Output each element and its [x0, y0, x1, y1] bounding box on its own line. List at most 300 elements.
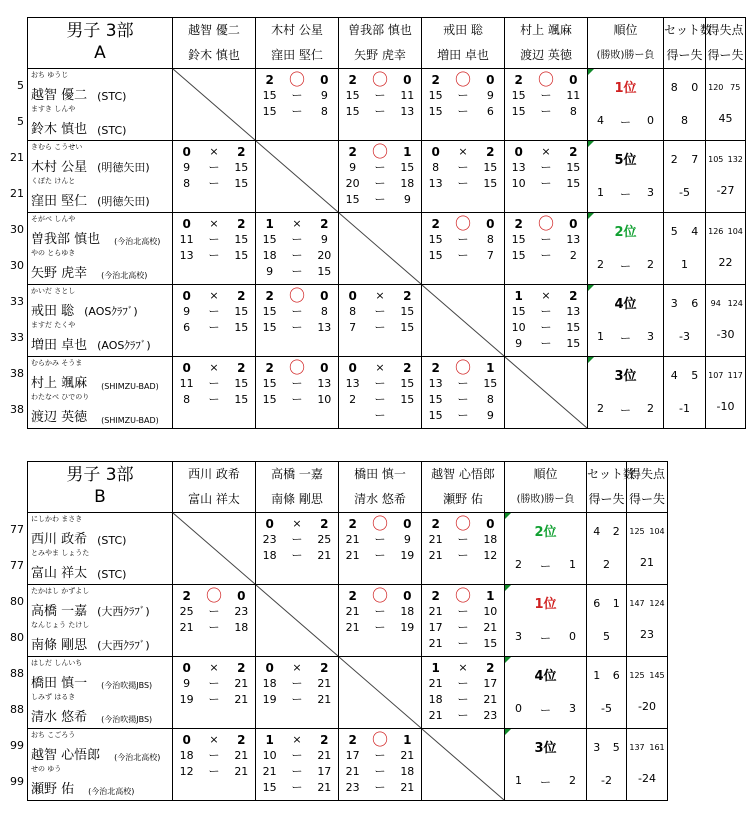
match-result	[339, 732, 421, 748]
game-points: 10	[483, 605, 498, 618]
rank-header	[505, 462, 587, 513]
sets-won-lost	[664, 225, 705, 238]
match-result	[505, 288, 587, 304]
win-mark: 〇	[288, 70, 305, 89]
game-points: 9	[486, 409, 494, 422]
win-mark: 〇	[371, 70, 388, 89]
club-name: (SHIMZU-BAD)	[101, 382, 159, 391]
player-name: 高橋 一嘉	[31, 604, 88, 619]
set-difference: -1	[679, 402, 690, 415]
sets-count: 0	[403, 517, 412, 531]
club-name: (AOSｸﾗﾌﾞ)	[84, 305, 138, 318]
points-against: 145	[649, 671, 665, 680]
game-points: 21	[400, 749, 415, 762]
dash: ー	[620, 260, 631, 273]
game-points: 23	[234, 605, 249, 618]
game-points: 8	[349, 305, 357, 318]
game-points: 15	[483, 377, 498, 390]
diagonal-line	[173, 513, 255, 584]
points-for: 120	[708, 83, 724, 92]
opponent-player-2: 増田 卓也	[437, 48, 489, 62]
match-result	[256, 516, 338, 532]
sets-count: 2	[348, 145, 357, 159]
rank-value: 3位	[614, 369, 637, 384]
game-score	[422, 376, 504, 392]
match-cell	[422, 213, 505, 285]
point-difference: 22	[718, 256, 733, 269]
dash: ー	[374, 549, 386, 562]
game-points: 11	[400, 89, 415, 102]
rank-value: 4位	[534, 669, 557, 684]
game-points: 19	[400, 549, 415, 562]
game-score	[339, 192, 421, 208]
sets-count: 1	[514, 289, 523, 303]
game-score	[505, 232, 587, 248]
sets-won-lost	[664, 81, 705, 94]
win-loss	[505, 702, 586, 718]
match-cell	[422, 585, 505, 657]
sets-count: 0	[569, 217, 578, 231]
game-score	[339, 780, 421, 796]
game-points: 8	[183, 393, 191, 406]
pair-row	[28, 657, 668, 729]
game-score	[339, 548, 421, 564]
opponent-player-1: 木村 公星	[271, 23, 323, 37]
game-points: 18	[400, 765, 415, 778]
game-points: 15	[428, 233, 443, 246]
win-mark: 〇	[371, 142, 388, 161]
match-cell	[422, 513, 505, 585]
points-for: 147	[629, 599, 645, 608]
match-cell	[173, 285, 256, 357]
dash: ー	[620, 116, 631, 129]
points-against: 132	[727, 155, 743, 164]
losses: 0	[569, 630, 576, 643]
game-points: 21	[345, 621, 360, 634]
dash: ー	[291, 305, 303, 318]
match-cell	[505, 285, 588, 357]
game-points: 9	[320, 233, 328, 246]
game-score	[339, 304, 421, 320]
match-cell	[173, 213, 256, 285]
player-row	[28, 670, 172, 691]
sets-count: 0	[182, 733, 191, 747]
furigana-1: そがべ しんや	[31, 215, 76, 223]
game-score	[505, 336, 587, 352]
match-result	[422, 588, 504, 604]
group-name: A	[94, 43, 106, 63]
dash: ー	[291, 89, 303, 102]
match-cell	[422, 69, 505, 141]
match-result	[339, 144, 421, 160]
game-score	[422, 408, 504, 424]
loss-mark: ×	[292, 217, 302, 230]
loss-mark: ×	[541, 145, 551, 158]
match-result	[256, 288, 338, 304]
game-points: 23	[483, 709, 498, 722]
game-points: 13	[428, 177, 443, 190]
club-name: (今治北高校)	[114, 753, 161, 762]
opponent-player-1: 戒田 聡	[443, 23, 483, 37]
win-mark: 〇	[454, 586, 471, 605]
level-label: 80	[10, 631, 24, 644]
self-cell	[339, 657, 422, 729]
game-score	[256, 264, 338, 280]
dash: ー	[208, 605, 220, 618]
game-points: 21	[317, 781, 332, 794]
game-points: 15	[262, 321, 277, 334]
rank-header-sub: (勝敗)勝ー負	[516, 494, 575, 505]
game-points: 9	[486, 89, 494, 102]
game-score	[505, 104, 587, 120]
diagonal-line	[422, 285, 504, 356]
game-points: 18	[262, 549, 277, 562]
club-name: (今治吹揚JBS)	[101, 681, 153, 690]
sets-lost: 5	[612, 741, 620, 754]
loss-mark: ×	[292, 517, 302, 530]
loss-mark: ×	[375, 289, 385, 302]
game-points: 6	[183, 321, 191, 334]
opponent-header	[339, 462, 422, 513]
player-name: 橋田 慎一	[31, 676, 88, 691]
win-mark: 〇	[371, 514, 388, 533]
sets-header-sub: 得ー失	[588, 492, 625, 506]
game-points: 21	[428, 549, 443, 562]
match-result	[173, 660, 255, 676]
points-against: 104	[727, 227, 743, 236]
game-score	[339, 176, 421, 192]
furigana-2: ますだ たくや	[31, 321, 76, 329]
sets-count: 0	[348, 289, 357, 303]
game-points: 13	[317, 321, 332, 334]
rank-header-title: 順位	[533, 467, 558, 481]
player-row	[28, 226, 172, 247]
rank-cell	[588, 357, 664, 429]
dash: ー	[208, 765, 220, 778]
match-result	[339, 72, 421, 88]
sets-won-lost	[664, 369, 705, 382]
game-points: 15	[234, 305, 249, 318]
set-difference: -5	[601, 702, 612, 715]
dash: ー	[540, 105, 552, 118]
game-points: 9	[515, 337, 523, 350]
pair-row	[28, 285, 746, 357]
dash: ー	[540, 560, 551, 573]
dash: ー	[291, 549, 303, 562]
game-points: 21	[234, 693, 249, 706]
game-score	[173, 620, 255, 636]
dash: ー	[208, 249, 220, 262]
sets-count: 2	[348, 589, 357, 603]
points-for-against	[627, 527, 667, 536]
game-points: 10	[317, 393, 332, 406]
game-points: 15	[511, 89, 526, 102]
game-points: 15	[234, 377, 249, 390]
opponent-player-2: 瀬野 佑	[443, 492, 483, 506]
match-cell	[256, 213, 339, 285]
game-points: 19	[179, 693, 194, 706]
level-label: 77	[10, 523, 24, 536]
game-points: 21	[234, 677, 249, 690]
points-against: 124	[649, 599, 665, 608]
dash: ー	[208, 377, 220, 390]
game-score	[173, 392, 255, 408]
dash: ー	[291, 393, 303, 406]
wins: 4	[597, 114, 604, 127]
points-for: 125	[629, 671, 645, 680]
sets-lost: 4	[691, 225, 699, 238]
point-difference: -30	[716, 328, 735, 341]
game-score	[339, 88, 421, 104]
game-points: 15	[428, 105, 443, 118]
corner-mark	[588, 285, 594, 291]
dash: ー	[208, 161, 220, 174]
self-cell	[422, 285, 505, 357]
points-cell	[706, 69, 746, 141]
sets-count: 1	[403, 733, 412, 747]
match-cell	[256, 69, 339, 141]
pair-row	[28, 585, 668, 657]
points-header	[627, 462, 668, 513]
level-label: 5	[17, 79, 24, 92]
dash: ー	[620, 404, 631, 417]
player-row	[28, 188, 172, 209]
game-score	[422, 160, 504, 176]
club-name: (SHIMZU-BAD)	[101, 416, 159, 425]
dash: ー	[457, 549, 469, 562]
match-result	[422, 216, 504, 232]
game-score	[173, 748, 255, 764]
loss-mark: ×	[541, 289, 551, 302]
level-label: 5	[17, 115, 24, 128]
dash: ー	[457, 249, 469, 262]
sets-count: 0	[182, 289, 191, 303]
match-cell	[256, 657, 339, 729]
sets-count: 0	[431, 145, 440, 159]
sets-count: 1	[431, 661, 440, 675]
dash: ー	[540, 161, 552, 174]
opponent-player-1: 越智 優二	[188, 23, 240, 37]
player-name: 清水 悠希	[31, 710, 88, 725]
game-points: 15	[566, 337, 581, 350]
game-score	[422, 636, 504, 652]
match-cell	[173, 357, 256, 429]
player-row	[28, 370, 172, 391]
player-name: 西川 政希	[31, 532, 88, 547]
sets-count: 2	[265, 73, 274, 87]
win-mark: 〇	[537, 70, 554, 89]
win-loss	[505, 558, 586, 574]
dash: ー	[540, 177, 552, 190]
wins: 1	[597, 330, 604, 343]
game-score	[173, 604, 255, 620]
opponent-player-1: 高橋 一嘉	[271, 467, 323, 481]
game-points: 15	[262, 105, 277, 118]
game-points: 15	[262, 233, 277, 246]
game-points: 13	[428, 377, 443, 390]
dash: ー	[374, 765, 386, 778]
dash: ー	[291, 533, 303, 546]
game-score	[339, 104, 421, 120]
win-loss	[588, 258, 663, 274]
match-result	[256, 360, 338, 376]
losses: 0	[647, 114, 654, 127]
loss-mark: ×	[458, 661, 468, 674]
match-result	[339, 588, 421, 604]
game-points: 15	[345, 89, 360, 102]
standings-table-b	[27, 461, 668, 801]
game-score	[422, 708, 504, 724]
sets-count: 2	[486, 145, 495, 159]
club-name: (明徳矢田)	[97, 195, 150, 208]
game-points: 15	[234, 249, 249, 262]
dash: ー	[540, 321, 552, 334]
player-row	[28, 526, 172, 547]
dash: ー	[457, 233, 469, 246]
loss-mark: ×	[209, 361, 219, 374]
game-score	[256, 376, 338, 392]
win-loss	[505, 630, 586, 646]
furigana-1: たかはし かずよし	[31, 587, 90, 595]
game-points: 9	[183, 161, 191, 174]
game-points: 17	[483, 677, 498, 690]
points-cell	[627, 585, 668, 657]
win-mark: 〇	[288, 358, 305, 377]
rank-cell	[588, 285, 664, 357]
sets-count: 0	[182, 361, 191, 375]
game-points: 15	[262, 305, 277, 318]
game-points: 15	[428, 249, 443, 262]
sets-count: 2	[320, 661, 329, 675]
game-points: 18	[400, 177, 415, 190]
dash: ー	[540, 704, 551, 717]
pair-names	[28, 513, 173, 585]
dash: ー	[457, 409, 469, 422]
match-cell	[339, 69, 422, 141]
team-title	[28, 462, 173, 513]
sets-count: 0	[569, 73, 578, 87]
dash: ー	[208, 177, 220, 190]
sets-count: 2	[237, 289, 246, 303]
player-name: 矢野 虎幸	[31, 266, 88, 281]
game-score	[505, 160, 587, 176]
pair-names	[28, 141, 173, 213]
game-points: 15	[262, 393, 277, 406]
game-score	[256, 248, 338, 264]
furigana-1: むらかみ そうま	[31, 359, 83, 367]
set-difference: 5	[603, 630, 610, 643]
dash: ー	[374, 161, 386, 174]
pair-row	[28, 357, 746, 429]
dash: ー	[457, 89, 469, 102]
game-points: 9	[183, 677, 191, 690]
player-name: 越智 優二	[31, 88, 88, 103]
set-difference: 8	[681, 114, 688, 127]
loss-mark: ×	[209, 289, 219, 302]
dash: ー	[457, 693, 469, 706]
game-points: 21	[345, 605, 360, 618]
level-label: 88	[10, 703, 24, 716]
game-points: 11	[566, 89, 581, 102]
game-points: 13	[566, 305, 581, 318]
points-header-title: 得失点	[707, 23, 744, 37]
game-score	[173, 676, 255, 692]
sets-count: 2	[348, 733, 357, 747]
dash: ー	[291, 249, 303, 262]
win-mark: 〇	[288, 286, 305, 305]
game-points: 18	[179, 749, 194, 762]
sets-count: 2	[320, 733, 329, 747]
game-points: 15	[483, 177, 498, 190]
game-points: 6	[486, 105, 494, 118]
opponent-header	[256, 18, 339, 69]
set-difference: 2	[603, 558, 610, 571]
game-points: 21	[317, 549, 332, 562]
match-cell	[422, 357, 505, 429]
player-name: 富山 祥太	[31, 566, 88, 581]
sets-count: 2	[237, 217, 246, 231]
game-points: 18	[262, 249, 277, 262]
pair-names	[28, 285, 173, 357]
match-result	[422, 660, 504, 676]
dash: ー	[540, 776, 551, 789]
rank-value: 1位	[614, 81, 637, 96]
sets-count: 1	[486, 361, 495, 375]
game-points: 15	[566, 177, 581, 190]
losses: 3	[569, 702, 576, 715]
loss-mark: ×	[458, 145, 468, 158]
sets-count: 2	[320, 217, 329, 231]
sets-won: 2	[670, 153, 678, 166]
opponent-player-1: 曽我部 慎也	[348, 23, 412, 37]
furigana-2: ますき しんや	[31, 105, 76, 113]
game-score	[173, 376, 255, 392]
game-points: 15	[428, 409, 443, 422]
game-score	[505, 304, 587, 320]
rank-value: 4位	[614, 297, 637, 312]
game-score	[256, 232, 338, 248]
game-points: 9	[349, 161, 357, 174]
game-score	[339, 376, 421, 392]
opponent-header	[173, 462, 256, 513]
game-points: 8	[432, 161, 440, 174]
sets-count: 2	[237, 361, 246, 375]
sets-count: 0	[320, 73, 329, 87]
sets-count: 1	[486, 589, 495, 603]
player-row	[28, 704, 172, 725]
dash: ー	[457, 105, 469, 118]
opponent-header	[422, 18, 505, 69]
win-loss	[505, 774, 586, 790]
club-name: (STC)	[97, 568, 127, 581]
game-points: 8	[320, 105, 328, 118]
group-name: B	[94, 487, 106, 507]
win-loss	[588, 186, 663, 202]
game-points: 15	[428, 393, 443, 406]
match-result	[256, 216, 338, 232]
dash: ー	[457, 377, 469, 390]
points-for: 107	[708, 371, 724, 380]
game-points: 15	[511, 233, 526, 246]
match-cell	[339, 729, 422, 801]
points-for: 94	[710, 299, 721, 308]
game-score	[173, 160, 255, 176]
game-points: 15	[400, 305, 415, 318]
points-header-title: 得失点	[628, 467, 665, 481]
game-points: 2	[569, 249, 577, 262]
rank-cell	[588, 141, 664, 213]
game-points: 21	[428, 533, 443, 546]
